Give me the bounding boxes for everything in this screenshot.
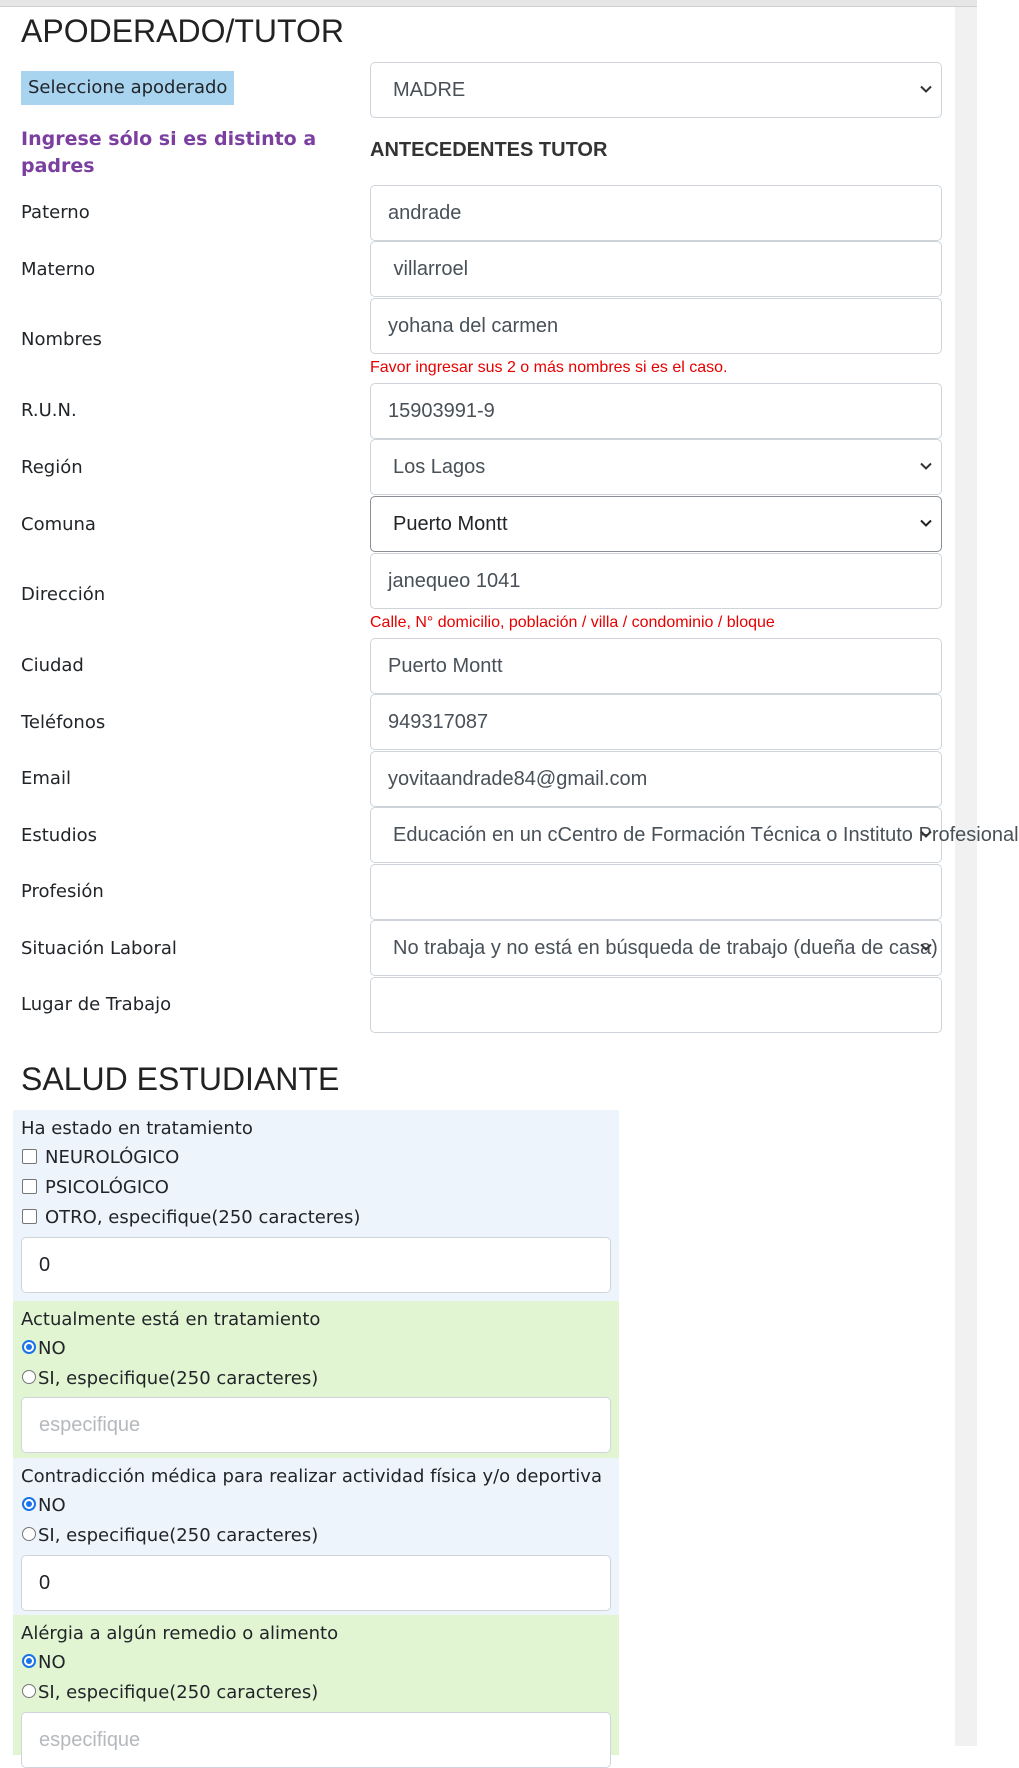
alergia-no-radio[interactable] [22,1654,36,1668]
materno-value: villarroel [388,257,469,280]
region-value: Los Lagos [393,455,486,478]
materno-label: Materno [21,259,96,280]
chevron-down-icon [919,516,933,530]
estudios-value: Educación en un cCentro de Formación Técnica o Instituto Profesional [393,823,1019,846]
section-title-salud: SALUD ESTUDIANTE [21,1061,340,1097]
run-label: R.U.N. [21,400,77,421]
contradiccion-question: Contradicción médica para realizar actividad física y/o deportiva [21,1466,602,1487]
ciudad-input[interactable] [370,638,942,694]
alergia-panel [13,1615,619,1755]
contradiccion-panel [13,1458,619,1615]
telefonos-input[interactable] [370,694,942,750]
browser-top-edge [0,0,977,7]
antecedentes-tutor-heading: ANTECEDENTES TUTOR [370,139,608,161]
tratamiento-question: Ha estado en tratamiento [21,1118,253,1139]
actual-especifique-input[interactable] [21,1397,611,1453]
nombres-value: yohana del carmen [388,314,559,337]
tratamiento-otro-value: 0 [39,1253,51,1276]
email-label: Email [21,768,71,789]
region-select[interactable] [370,439,942,495]
paterno-label: Paterno [21,202,90,223]
actual-no-radio[interactable] [22,1340,36,1354]
page-scrollbar[interactable] [955,7,977,1746]
contradiccion-no-radio[interactable] [22,1497,36,1511]
chevron-down-icon [919,82,933,96]
neurologico-checkbox[interactable] [22,1149,37,1164]
form-container [0,7,1019,1751]
chevron-down-icon [919,827,933,841]
psicologico-checkbox[interactable] [22,1179,37,1194]
chevron-down-icon [919,940,933,954]
alergia-placeholder: especifique [39,1728,141,1751]
alergia-no-label: NO [38,1652,66,1673]
actual-si-label: SI, especifique(250 caracteres) [38,1368,319,1389]
direccion-input[interactable] [370,553,942,609]
estudios-select[interactable] [370,807,1019,863]
neurologico-label: NEUROLÓGICO [45,1147,180,1168]
ciudad-label: Ciudad [21,655,84,676]
profesion-input[interactable] [370,864,942,920]
tratamiento-otro-input[interactable] [21,1237,611,1293]
contradiccion-si-radio[interactable] [22,1527,36,1541]
alergia-question: Alérgia a algún remedio o alimento [21,1623,339,1644]
nombres-label: Nombres [21,329,102,350]
materno-input[interactable] [370,241,942,297]
telefonos-label: Teléfonos [21,712,106,733]
actual-si-radio[interactable] [22,1370,36,1384]
estudios-label: Estudios [21,825,98,846]
apoderado-select-value: MADRE [393,78,466,101]
region-label: Región [21,457,83,478]
paterno-value: andrade [388,201,462,224]
contradiccion-no-label: NO [38,1495,66,1516]
direccion-value: janequeo 1041 [388,569,521,592]
email-input[interactable] [370,751,942,807]
lugar-label: Lugar de Trabajo [21,994,172,1015]
comuna-select[interactable] [370,496,942,552]
telefonos-value: 949317087 [388,710,489,733]
actual-question: Actualmente está en tratamiento [21,1309,321,1330]
select-apoderado-label: Seleccione apoderado [21,71,234,105]
nombres-input[interactable] [370,298,942,354]
direccion-hint: Calle, N° domicilio, población / villa / condominio / bloque [370,614,775,631]
email-value: yovitaandrade84@gmail.com [388,767,648,790]
lugar-input[interactable] [370,977,942,1033]
alergia-si-label: SI, especifique(250 caracteres) [38,1682,319,1703]
paterno-input[interactable] [370,185,942,241]
run-value: 15903991-9 [388,399,495,422]
ciudad-value: Puerto Montt [388,654,503,677]
section-title-tutor: APODERADO/TUTOR [21,13,344,49]
situacion-value: No trabaja y no está en búsqueda de trabajo (dueña de casa) [393,936,938,959]
alergia-especifique-input[interactable] [21,1712,611,1768]
actual-panel [13,1301,619,1458]
contradiccion-especifique-input[interactable] [21,1555,611,1611]
run-input[interactable] [370,383,942,439]
actual-no-label: NO [38,1338,66,1359]
profesion-label: Profesión [21,881,104,902]
comuna-value: Puerto Montt [393,512,508,535]
contradiccion-si-label: SI, especifique(250 caracteres) [38,1525,319,1546]
chevron-down-icon [919,459,933,473]
alergia-si-radio[interactable] [22,1684,36,1698]
direccion-label: Dirección [21,584,106,605]
apoderado-select[interactable] [370,62,942,118]
tratamiento-panel [13,1110,619,1301]
actual-placeholder: especifique [39,1413,141,1436]
psicologico-label: PSICOLÓGICO [45,1177,169,1198]
nombres-hint: Favor ingresar sus 2 o más nombres si es el caso. [370,359,728,376]
situacion-select[interactable] [370,920,942,976]
comuna-label: Comuna [21,514,96,535]
otro-label: OTRO, especifique(250 caracteres) [45,1207,361,1228]
situacion-label: Situación Laboral [21,938,177,959]
contradiccion-value: 0 [39,1571,51,1594]
otro-checkbox[interactable] [22,1209,37,1224]
distinct-parents-note: Ingrese sólo si es distinto a padres [21,128,317,177]
